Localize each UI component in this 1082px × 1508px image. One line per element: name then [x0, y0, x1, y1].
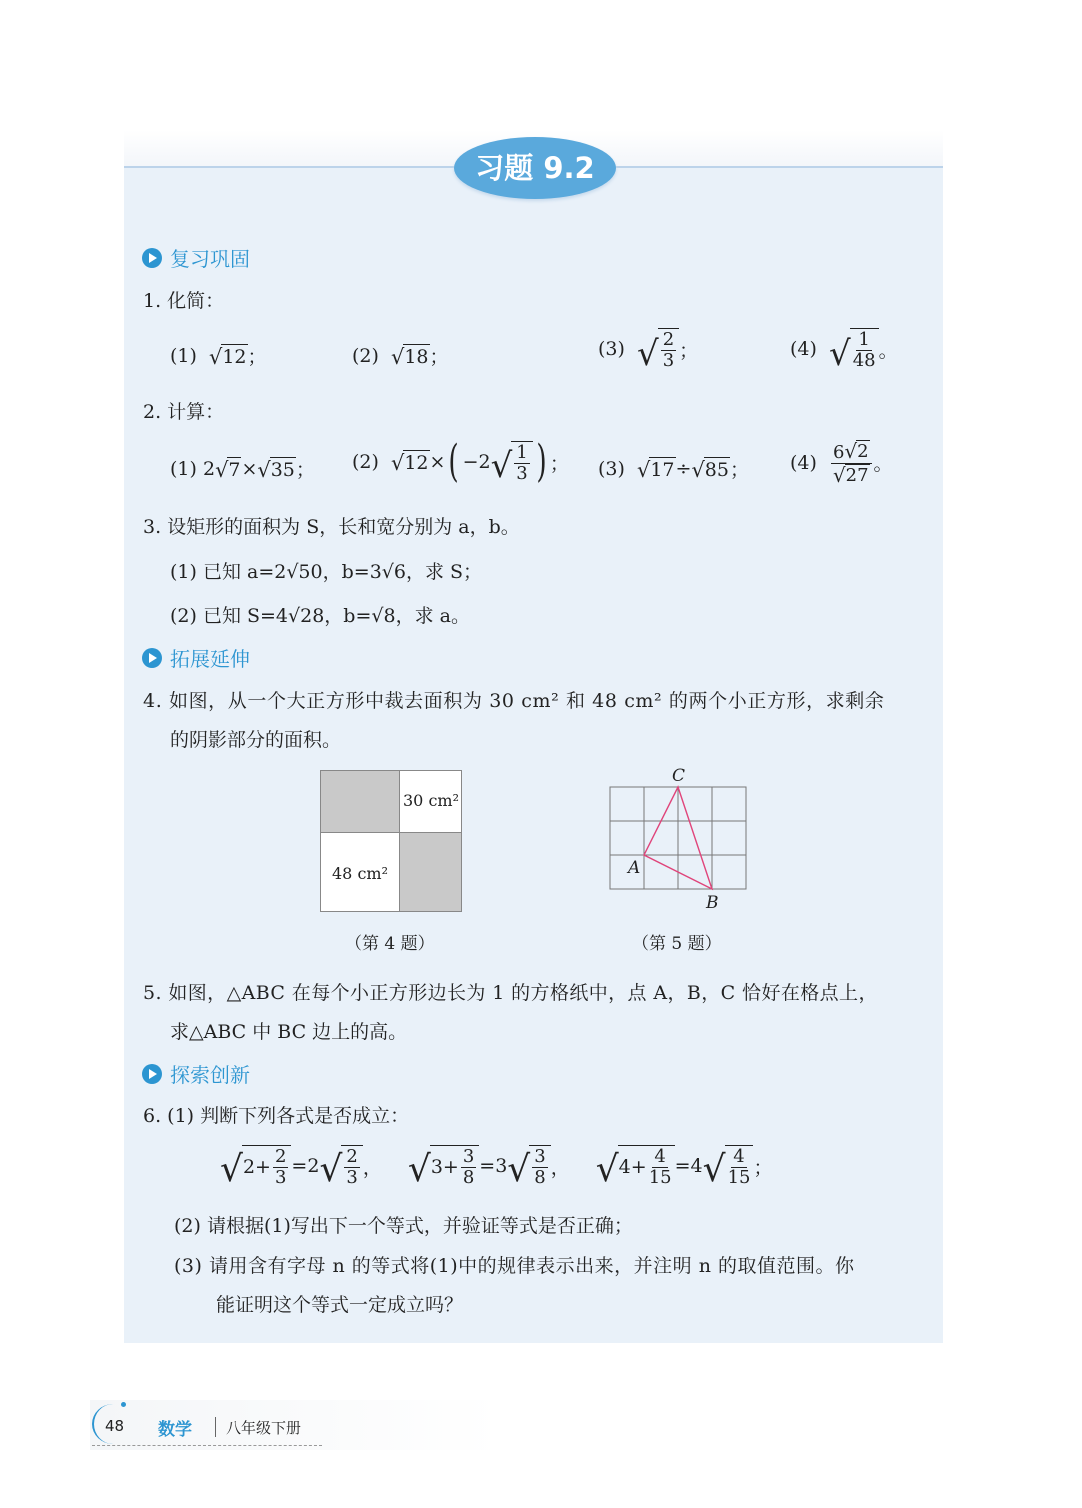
book-label: 八年级下册 — [226, 1419, 302, 1437]
problem-5-line-1: 5. 如图，△ABC 在每个小正方形边长为 1 的方格纸中，点 A，B，C 恰好在格点上， — [143, 982, 878, 1004]
section-extension — [142, 643, 250, 672]
section-review — [142, 243, 250, 272]
problem-6-part-3-cont: 能证明这个等式一定成立吗？ — [216, 1294, 464, 1316]
section-explore — [142, 1059, 250, 1088]
problem-3-part-2: (2) 已知 S=4√28，b=√8，求 a。 — [170, 605, 470, 627]
problem-2-head: 2. 计算： — [143, 401, 225, 423]
problem-3-part-1: (1) 已知 a=2√50，b=3√6，求 S； — [170, 561, 483, 583]
p2-item-2: (2) √ 12 × ( −2 √ $\frac{1}{3}$ ) ； — [352, 436, 569, 487]
point-a-label: A — [628, 858, 641, 878]
p1-item-4: (4) √ $\frac{1}{48}$ 。 — [790, 329, 898, 374]
problem-5-line-2: 求△ABC 中 BC 边上的高。 — [170, 1021, 408, 1043]
dot-icon — [121, 1402, 126, 1407]
p1-item-2: (2) √ 18 ； — [352, 344, 449, 369]
problem-1-head: 1. 化简： — [143, 290, 225, 312]
p1-item-1: (1) √ 12 ； — [170, 344, 267, 369]
play-icon — [142, 648, 162, 668]
label-30cm2: 30 cm² — [403, 791, 459, 810]
exercise-title: 习题 9.2 — [454, 137, 616, 199]
p2-item-4: (4) 6 √ 2 √ 27 。 — [790, 440, 893, 487]
play-icon — [142, 248, 162, 268]
equation: √ 2 + $\frac{2}{3}$ = 2 √ $\frac{2}{3}$ ， — [220, 1146, 382, 1190]
p1-item-3: (3) √ $\frac{2}{3}$ ； — [598, 329, 699, 374]
section-label: 探索创新 — [170, 1063, 250, 1087]
shaded-region — [320, 770, 400, 833]
p2-item-3: (3) √ 17 ÷ √ 85 ； — [598, 457, 749, 482]
problem-6-part-2: (2) 请根据(1)写出下一个等式，并验证等式是否正确； — [174, 1215, 633, 1237]
figure-4-caption: （第 4 题） — [345, 934, 435, 954]
figure-5-caption: （第 5 题） — [632, 934, 722, 954]
problem-6-part-3: (3) 请用含有字母 n 的等式将(1)中的规律表示出来，并注明 n 的取值范围。你 — [174, 1255, 855, 1277]
shaded-region — [399, 832, 462, 912]
section-label: 拓展延伸 — [170, 647, 250, 671]
point-c-label: C — [672, 766, 686, 786]
problem-4-line-2: 的阴影部分的面积。 — [170, 729, 342, 751]
problem-4-line-1: 4. 如图，从一个大正方形中裁去面积为 30 cm² 和 48 cm² 的两个小正方形，求剩余 — [143, 690, 885, 712]
problem-6-head: 6. (1) 判断下列各式是否成立： — [143, 1105, 410, 1127]
subject-label: 数学 — [158, 1420, 192, 1440]
point-b-label: B — [706, 893, 719, 913]
equation: √ 4 + $\frac{4}{15}$ = 4 √ $\frac{4}{15}$ ； — [595, 1146, 773, 1190]
label-48cm2: 48 cm² — [332, 864, 388, 883]
problem-3-head: 3. 设矩形的面积为 S，长和宽分别为 a，b。 — [143, 516, 520, 538]
section-label: 复习巩固 — [170, 247, 250, 271]
problem-6-equations — [220, 1145, 772, 1188]
play-icon — [142, 1064, 162, 1084]
page-number: 48 — [105, 1417, 125, 1435]
equation: √ 3 + $\frac{3}{8}$ = 3 √ $\frac{3}{8}$ ， — [407, 1146, 570, 1190]
p2-item-1: (1) 2 √ 7 × √ 35 ； — [170, 457, 315, 482]
